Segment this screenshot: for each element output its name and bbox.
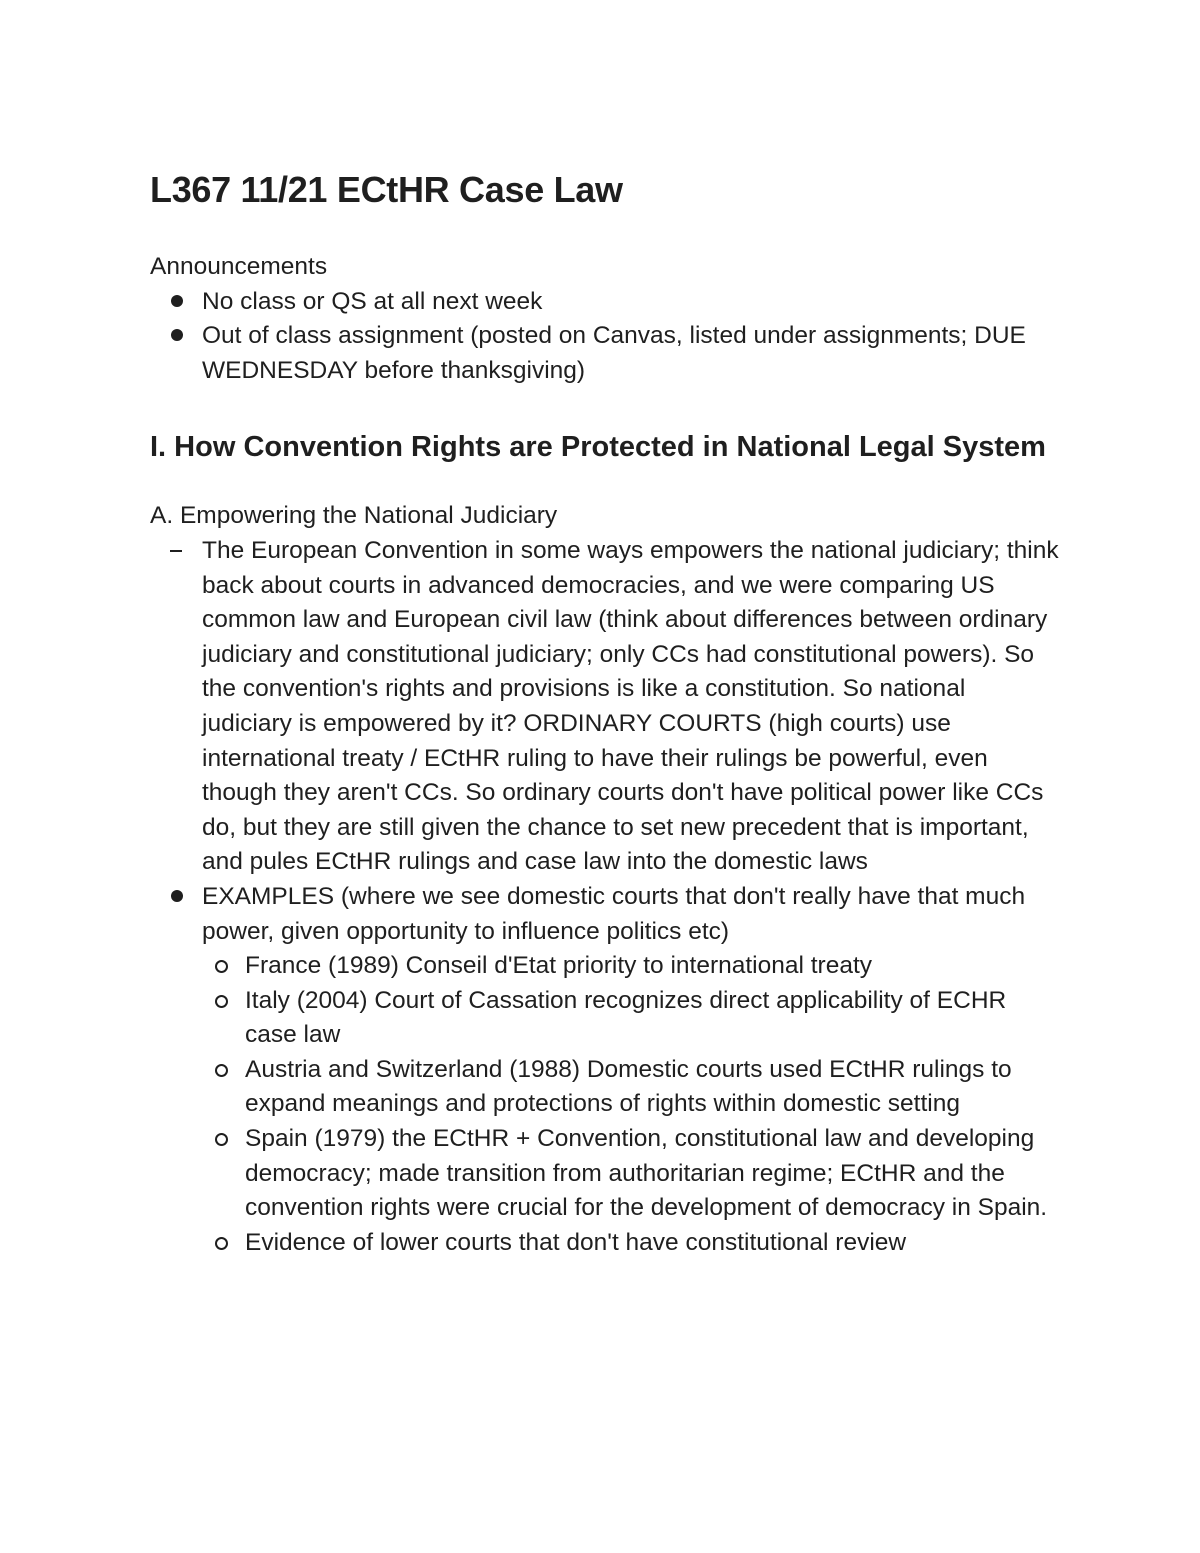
list-item [245,1226,1060,1261]
circle-bullet-icon [215,960,228,973]
list-item-text: Out of class assignment (posted on Canvas, listed under assignments; DUE WEDNESDAY before thanksgiving) [202,322,1026,384]
circle-bullet-icon [215,995,228,1008]
document-page [150,160,1060,1260]
list-item-text: France (1989) Conseil d'Etat priority to international treaty [245,952,873,980]
bullet-icon [171,295,183,307]
subsection-list [150,534,1060,1260]
circle-bullet-icon [215,1064,228,1077]
section-heading: I. How Convention Rights are Protected in National Legal System [150,431,1046,464]
list-item-text: The European Convention in some ways empowers the national judiciary; think back about courts in advanced democracies, and we were comparing US common law and European civil law (think about differences between ordinary judiciary and constitutional judiciary; only CCs had constitutional powers). So the convention's rights and provisions is like a constitution. So national judiciary is empowered by it? ORDINARY COURTS (high courts) use international treaty / ECtHR ruling to have their rulings be powerful, even though they aren't CCs. So ordinary courts don't have political power like CCs do, but they are still given the chance to set new precedent that is important, and pules ECtHR rulings and case law into the domestic laws [202,536,1059,876]
list-item-text: Austria and Switzerland (1988) Domestic courts used ECtHR rulings to expand meanings and protections of rights within domestic setting [245,1055,1012,1118]
list-item [245,949,1060,984]
list-item-text: Spain (1979) the ECtHR + Convention, constitutional law and developing democracy; made transition from authoritarian regime; ECtHR and the convention rights were crucial for the development of democracy in Spain. [245,1125,1048,1222]
bullet-icon [171,890,183,902]
page-title: L367 11/21 ECtHR Case Law [150,169,623,210]
list-item [202,319,1060,388]
dash-icon [170,550,182,552]
list-item [202,285,1060,320]
list-item-text: Italy (2004) Court of Cassation recognizes direct applicability of ECHR case law [245,986,1007,1049]
list-item [245,1053,1060,1122]
list-item [202,534,1060,880]
examples-label: EXAMPLES (where we see domestic courts that don't really have that much power, given opportunity to influence politics etc) [202,882,1026,945]
announcements-label: Announcements [150,253,328,280]
list-item-text: Evidence of lower courts that don't have constitutional review [245,1228,907,1256]
announcements-list [150,285,1060,389]
bullet-icon [171,329,183,341]
list-item [245,984,1060,1053]
circle-bullet-icon [215,1133,228,1146]
circle-bullet-icon [215,1237,228,1250]
examples-list [202,949,1060,1260]
list-item-text: No class or QS at all next week [202,287,543,315]
subsection-label: A. Empowering the National Judiciary [150,502,558,530]
list-item [202,880,1060,1261]
list-item [245,1122,1060,1226]
